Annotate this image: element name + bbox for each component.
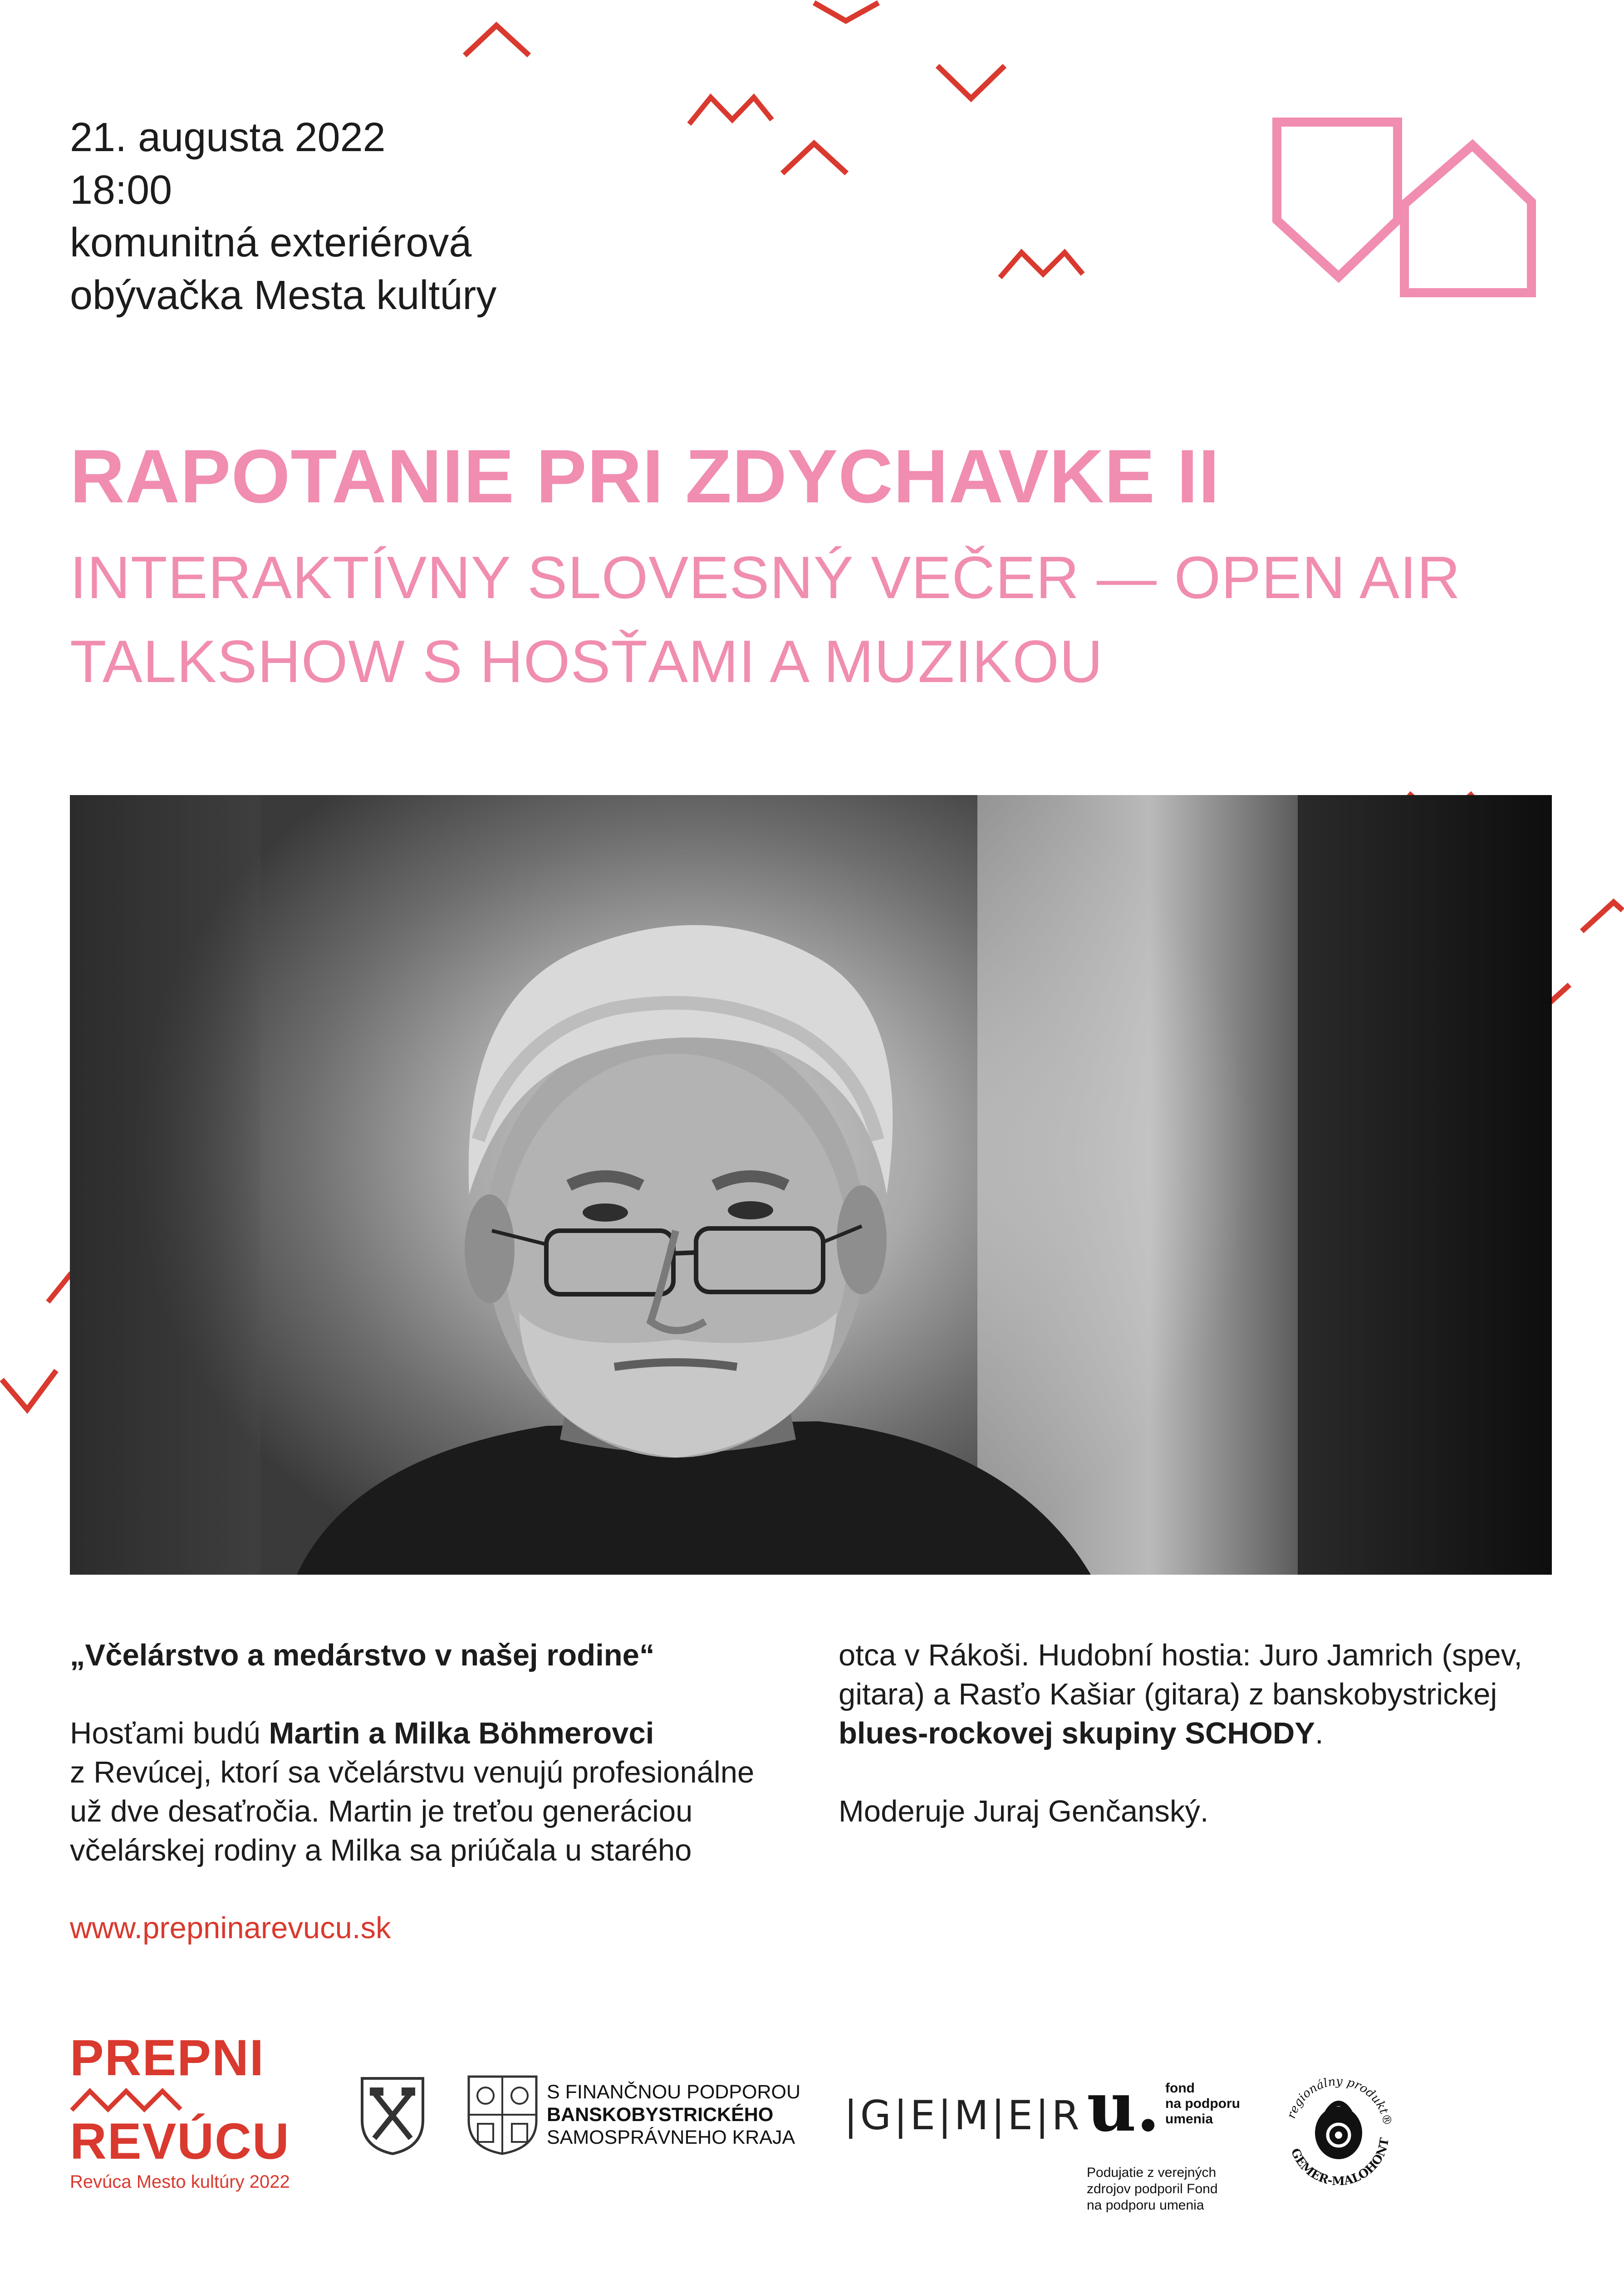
bbsk-support-text: S FINANČNOU PODPOROU BANSKOBYSTRICKÉHO SAMOSPRÁVNEHO KRAJA [547,2081,801,2148]
body-line: už dve desaťročia. Martin je treťou generáciou [70,1794,693,1828]
subtitle-line2: TALKSHOW S HOSŤAMI A MUZIKOU [70,628,1104,695]
band-name: blues-rockovej skupiny SCHODY [839,1716,1315,1750]
body-line: z Revúcej, ktorí sa včelárstvu venujú profesionálne [70,1755,755,1789]
page-subtitle [70,535,1461,703]
body-text-left [70,1636,796,1870]
guest-names: Martin a Milka Böhmerovci [269,1716,654,1750]
fpu-logo-mark: u. [1087,2067,1160,2147]
pink-double-pentagon-logo [1271,116,1543,306]
body-line: Hosťami budú Martin a Milka Böhmerovci [70,1716,654,1750]
chevron-decor-7 [0,1366,59,1416]
fpu-logo-name: fond na podporu umenia [1165,2081,1240,2127]
chevron-decor-2 [812,0,880,23]
event-info [70,111,496,322]
chevron-decor-1 [463,23,531,59]
chevron-decor-3 [935,61,1007,102]
topic-quote: „Včelárstvo a medárstvo v našej rodine“ [70,1638,655,1672]
chevron-decor-4 [780,141,849,177]
page-title: RAPOTANIE PRI ZDYCHAVKE II [70,434,1220,519]
event-time: 18:00 [70,167,172,213]
revuca-coat-of-arms-icon [358,2075,427,2159]
event-place-line2: obývačka Mesta kultúry [70,273,497,318]
bbsk-coat-of-arms-icon [465,2073,540,2159]
event-date: 21. augusta 2022 [70,115,386,160]
body-text-right [839,1636,1565,1831]
guest-portrait-photo [70,795,1552,1575]
body-line: včelárskej rodiny a Milka sa priúčala u starého [70,1833,692,1867]
gemer-malohont-regional-product-logo [1275,2063,1402,2192]
body-line: blues-rockovej skupiny SCHODY. [839,1716,1324,1750]
gemer-logo: |G|E|M|E|R [844,2092,1082,2139]
website-link[interactable]: www.prepninarevucu.sk [70,1911,391,1945]
chevron-decor-6 [1579,899,1624,935]
body-line: otca v Rákoši. Hudobní hostia: Juro Jamrich (spev, [839,1638,1522,1672]
prepni-revucu-logo [70,2031,290,2192]
moderator-line: Moderuje Juraj Genčanský. [839,1794,1209,1828]
event-place-line1: komunitná exteriérová [70,220,472,265]
brand-word1: PREPNI [70,2029,265,2086]
zigzag-decor-1 [687,93,778,129]
fpu-support-note: Podujatie z verejných zdrojov podporil Fond na podporu umenia [1087,2165,1218,2213]
svg-text:regionálny produkt®: regionálny produkt® [1285,2074,1394,2127]
body-line: gitara) a Rasťo Kašiar (gitara) z banskobystrickej [839,1677,1497,1711]
subtitle-line1: INTERAKTÍVNY SLOVESNÝ VEČER — OPEN AIR [70,544,1461,611]
brand-word2: REVÚCU [70,2113,290,2170]
zigzag-decor-2 [998,247,1089,284]
brand-zigzag-icon [70,2087,188,2113]
svg-text:GEMER-MALOHONT: GEMER-MALOHONT [1288,2136,1392,2189]
brand-tagline: Revúca Mesto kultúry 2022 [70,2172,290,2192]
